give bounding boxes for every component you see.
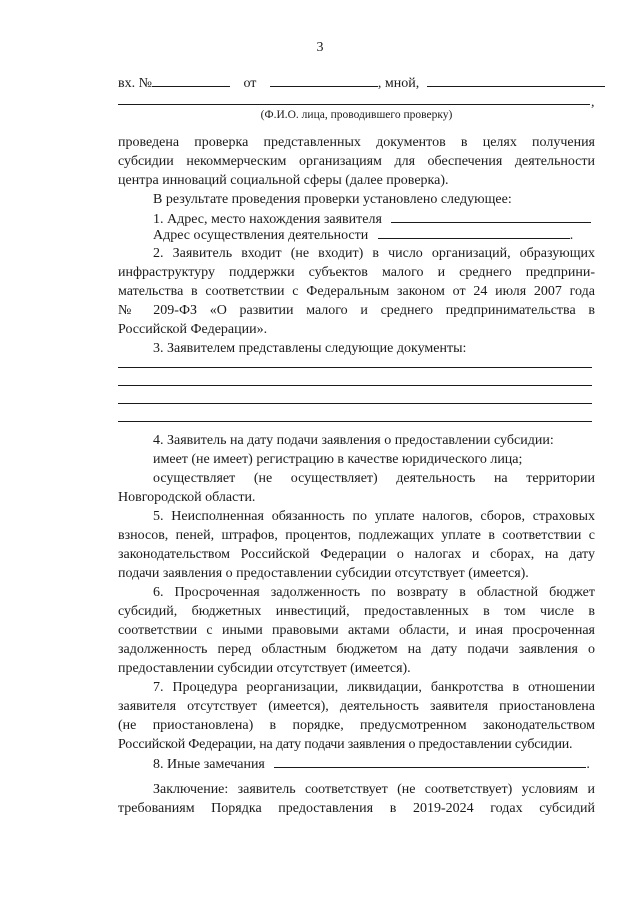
item3-blank-line-4: [118, 421, 592, 422]
item5-line-4: подачи заявления о предоставлении субсидии отсутствует (имеется).: [118, 566, 529, 581]
item4-line-2: имеет (не имеет) регистрацию в качестве юридического лица;: [153, 452, 523, 467]
item7-line-2: заявителя отсутствует (имеется), деятельность заявителя приостановлена: [118, 699, 595, 714]
item7-line-4: Российской Федерации, на дату подачи заявления о предоставлении субсидии.: [118, 737, 573, 752]
item2-line-1: 2. Заявитель входит (не входит) в число организаций, образующих: [153, 246, 595, 261]
by-me-label: , мной,: [377, 76, 420, 91]
result-heading: В результате проведения проверки установлено следующее:: [153, 192, 512, 207]
item1-activity-address: [153, 226, 595, 245]
item2-line-2: инфраструктуру поддержки субъектов малого и среднего предприни-: [118, 265, 595, 280]
item6-line-5: предоставлении субсидии отсутствует (имеется).: [118, 661, 411, 676]
inspector-blank: [427, 74, 605, 87]
item8-label: 8. Иные замечания: [153, 757, 265, 772]
incoming-number-blank: [152, 74, 230, 87]
intro-line-1: проведена проверка представленных документов в целях получения: [118, 135, 595, 150]
item1-activity-blank: [378, 226, 570, 239]
item4-line-1: 4. Заявитель на дату подачи заявления о предоставлении субсидии:: [153, 433, 554, 448]
date-label: от: [243, 76, 257, 91]
item7-line-3: (не приостановлена) в порядке, предусмотренном законодательством: [118, 718, 595, 733]
item3-blank-line-1: [118, 367, 592, 368]
item3-blank-line-3: [118, 403, 592, 404]
item6-line-4: задолженность перед областным бюджетом на дату подачи заявления о: [118, 642, 595, 657]
item3-line-1: 3. Заявителем представлены следующие документы:: [153, 341, 467, 356]
item6-line-3: соответствии с иными правовыми актами области, и иная просроченная: [118, 623, 595, 638]
page-number: 3: [316, 40, 324, 55]
incoming-header-line: [118, 74, 595, 93]
item2-line-5: Российской Федерации».: [118, 322, 268, 337]
conclusion-line-1: Заключение: заявитель соответствует (не соответствует) условиям и: [153, 782, 595, 797]
date-blank: [270, 74, 378, 87]
item2-line-4: № 209-ФЗ «О развитии малого и среднего предпринимательства в: [118, 303, 595, 318]
item3-blank-line-2: [118, 385, 592, 386]
conclusion-line-2: требованиям Порядка предоставления в 2019-2024 годах субсидий: [118, 801, 595, 816]
item4-line-3: осуществляет (не осуществляет) деятельность на территории: [153, 471, 595, 486]
item6-line-1: 6. Просроченная задолженность по возврату в областной бюджет: [153, 585, 595, 600]
item4-line-4: Новгородской области.: [118, 490, 256, 505]
item2-line-3: мательства в соответствии с Федеральным законом от 24 июля 2007 года: [118, 284, 595, 299]
trailing-comma: ,: [591, 95, 595, 110]
intro-line-3: центра инноваций социальной сферы (далее проверка).: [118, 173, 449, 188]
item5-line-3: законодательством Российской Федерации о налогах и сборах, на дату: [118, 547, 595, 562]
inspector-name-line: [118, 104, 590, 105]
item7-line-1: 7. Процедура реорганизации, ликвидации, банкротства в отношении: [153, 680, 595, 695]
item8-other-remarks: [153, 755, 595, 774]
item8-dot: .: [586, 757, 590, 772]
item1-address-label: 1. Адрес, место нахождения заявителя: [153, 212, 382, 227]
item8-blank: [274, 755, 586, 768]
intro-line-2: субсидии некоммерческим организациям для обеспечения деятельности: [118, 154, 595, 169]
item6-line-2: субсидий, бюджетных инвестиций, предоставленных в том числе в: [118, 604, 595, 619]
item5-line-2: взносов, пеней, штрафов, процентов, подлежащих уплате в соответствии с: [118, 528, 595, 543]
item1-address-blank: [391, 210, 591, 223]
item5-line-1: 5. Неисполненная обязанность по уплате налогов, сборов, страховых: [153, 509, 595, 524]
incoming-number-label: вх. №: [118, 76, 152, 91]
item1-dot: .: [569, 228, 574, 243]
item1-activity-label: Адрес осуществления деятельности: [153, 228, 369, 243]
inspector-caption: (Ф.И.О. лица, проводившего проверку): [260, 109, 453, 121]
